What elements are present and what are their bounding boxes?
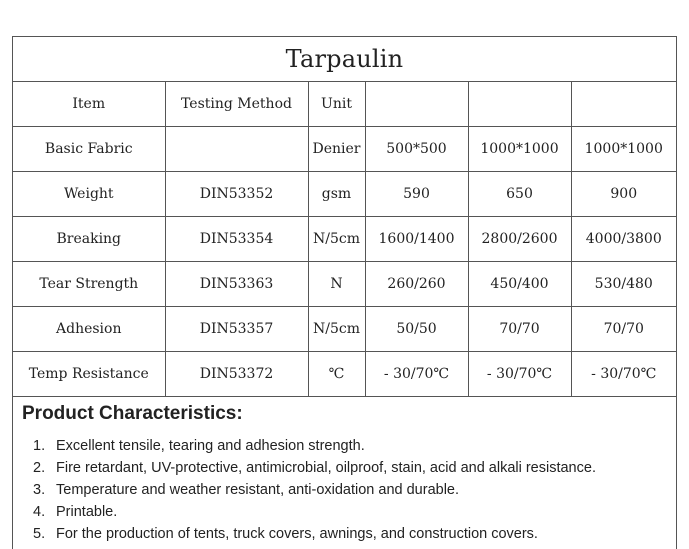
list-item — [22, 435, 676, 457]
table-cell: 70/70 — [571, 307, 676, 352]
table-cell: - 30/70℃ — [365, 352, 468, 397]
table-row — [13, 262, 676, 307]
table-cell: gsm — [308, 172, 365, 217]
sheet-title: Tarpaulin — [13, 37, 676, 82]
table-cell: N/5cm — [308, 217, 365, 262]
table-cell: 260/260 — [365, 262, 468, 307]
table-cell: Adhesion — [13, 307, 165, 352]
header-cell — [365, 82, 468, 127]
table-cell: 900 — [571, 172, 676, 217]
characteristics-list — [22, 435, 676, 545]
list-item-text: Temperature and weather resistant, anti-oxidation and durable. — [56, 482, 460, 498]
table-cell: DIN53357 — [165, 307, 308, 352]
spec-table — [13, 82, 676, 397]
table-cell: 450/400 — [468, 262, 571, 307]
spec-sheet — [12, 36, 677, 549]
table-cell: N — [308, 262, 365, 307]
table-cell: 2800/2600 — [468, 217, 571, 262]
table-cell: ℃ — [308, 352, 365, 397]
list-item — [22, 479, 676, 501]
table-cell: Breaking — [13, 217, 165, 262]
table-cell: Weight — [13, 172, 165, 217]
table-cell: 50/50 — [365, 307, 468, 352]
list-item-number: 2. — [33, 460, 46, 476]
table-row — [13, 172, 676, 217]
list-item-text: Printable. — [56, 504, 118, 520]
table-cell: Basic Fabric — [13, 127, 165, 172]
table-cell: 1000*1000 — [468, 127, 571, 172]
table-row — [13, 307, 676, 352]
list-item-number: 1. — [33, 438, 46, 454]
header-cell: Item — [13, 82, 165, 127]
product-characteristics — [13, 393, 676, 545]
list-item-number: 4. — [33, 504, 46, 520]
table-cell: - 30/70℃ — [468, 352, 571, 397]
table-cell — [165, 127, 308, 172]
table-cell: - 30/70℃ — [571, 352, 676, 397]
characteristics-heading: Product Characteristics: — [22, 403, 243, 424]
table-cell: 70/70 — [468, 307, 571, 352]
list-item-number: 5. — [33, 526, 46, 542]
table-row — [13, 352, 676, 397]
table-cell: 500*500 — [365, 127, 468, 172]
table-cell: DIN53352 — [165, 172, 308, 217]
table-header-row — [13, 82, 676, 127]
table-cell: 590 — [365, 172, 468, 217]
list-item-text: For the production of tents, truck covers, awnings, and construction covers. — [56, 526, 538, 542]
table-row — [13, 127, 676, 172]
table-cell: Temp Resistance — [13, 352, 165, 397]
table-cell: DIN53372 — [165, 352, 308, 397]
header-cell — [468, 82, 571, 127]
list-item-text: Excellent tensile, tearing and adhesion strength. — [56, 438, 365, 454]
table-cell: DIN53363 — [165, 262, 308, 307]
header-cell: Unit — [308, 82, 365, 127]
table-cell: 530/480 — [571, 262, 676, 307]
list-item-text: Fire retardant, UV-protective, antimicrobial, oilproof, stain, acid and alkali resistance. — [56, 460, 596, 476]
table-cell: Denier — [308, 127, 365, 172]
list-item — [22, 457, 676, 479]
table-row — [13, 217, 676, 262]
table-cell: 1600/1400 — [365, 217, 468, 262]
list-item — [22, 501, 676, 523]
list-item — [22, 523, 676, 545]
table-cell: Tear Strength — [13, 262, 165, 307]
list-item-number: 3. — [33, 482, 46, 498]
header-cell: Testing Method — [165, 82, 308, 127]
header-cell — [571, 82, 676, 127]
table-cell: DIN53354 — [165, 217, 308, 262]
table-cell: 1000*1000 — [571, 127, 676, 172]
table-cell: N/5cm — [308, 307, 365, 352]
table-cell: 4000/3800 — [571, 217, 676, 262]
table-cell: 650 — [468, 172, 571, 217]
